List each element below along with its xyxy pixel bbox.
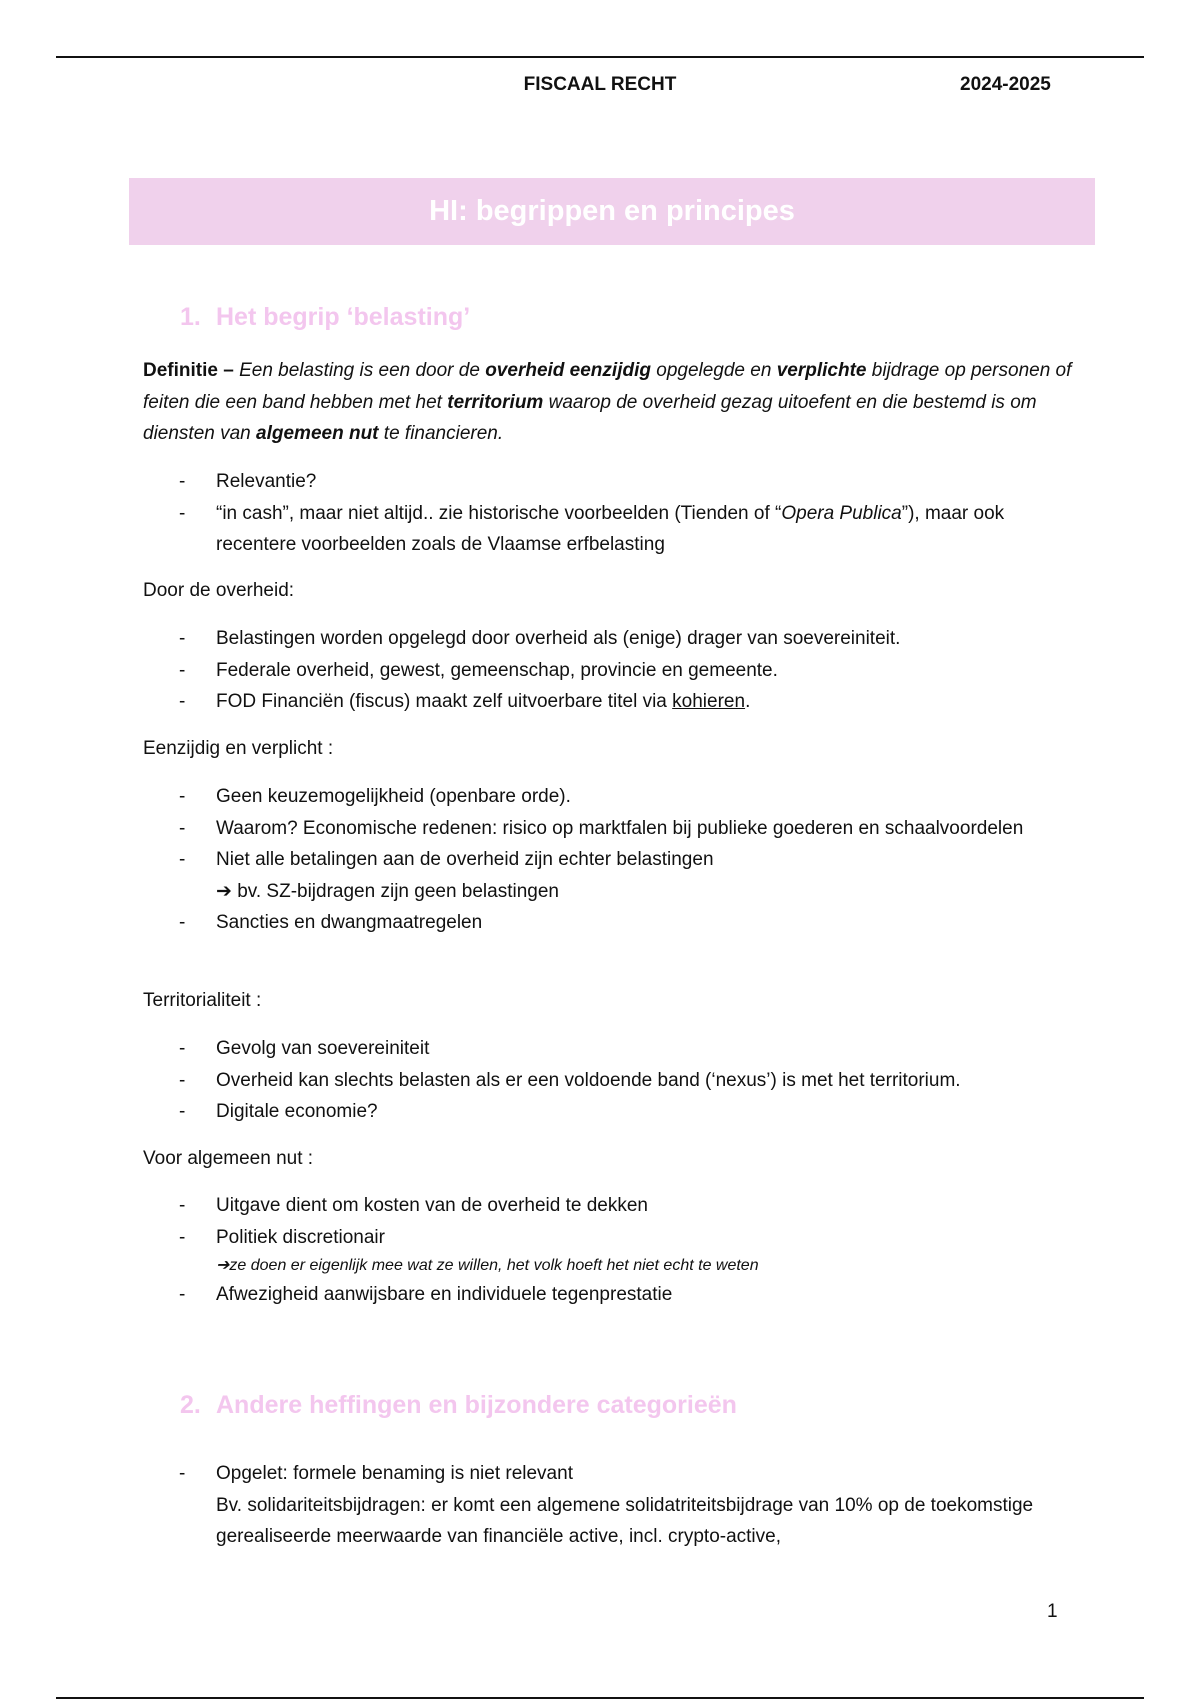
section-1-heading xyxy=(180,303,470,332)
definition-bold: territorium xyxy=(447,391,544,413)
page-number: 1 xyxy=(1047,1601,1058,1622)
eenzijdig-list xyxy=(143,781,1083,939)
definition-text: bijdrage op personen of feiten die een band hebben met het xyxy=(143,360,1072,413)
nut-label: Voor algemeen nut : xyxy=(143,1148,314,1169)
definition-bold: verplichte xyxy=(776,360,867,381)
list-item xyxy=(143,1222,1083,1280)
definition-text: opgelegde en xyxy=(650,360,777,381)
list-item: - Belastingen worden opgelegd door overheid als (enige) drager van soevereiniteit. xyxy=(143,623,1083,655)
list-item: - Waarom? Economische redenen: risico op marktfalen bij publieke goederen en schaalvoordelen xyxy=(143,813,1083,845)
section-2-list xyxy=(143,1458,1083,1553)
definition-text: waarop de overheid gezag uitoefent en die bestemd is om diensten van xyxy=(143,391,1037,444)
territorialiteit-label: Territorialiteit : xyxy=(143,990,262,1011)
header-year: 2024-2025 xyxy=(960,74,1051,95)
section-2-heading xyxy=(180,1391,737,1420)
list-item: - Federale overheid, gewest, gemeenschap, provincie en gemeente. xyxy=(143,655,1083,687)
list-item-text: . xyxy=(745,691,751,712)
list-item-italic: Opera Publica xyxy=(781,502,902,524)
nut-list xyxy=(143,1190,1083,1311)
list-item-text: FOD Financiën (fiscus) maakt zelf uitvoerbare titel via xyxy=(216,691,673,712)
list-item-text: Politiek discretionair xyxy=(216,1226,385,1248)
list-item-text: ”), maar ook recentere voorbeelden zoals de Vlaamse erfbelasting xyxy=(216,502,1005,555)
list-item: - Gevolg van soevereiniteit xyxy=(143,1033,1083,1065)
overheid-label: Door de overheid: xyxy=(143,580,295,601)
section-2-title: Andere heffingen en bijzondere categorieën xyxy=(216,1391,737,1419)
top-rule xyxy=(56,56,1144,58)
eenzijdig-label: Eenzijdig en verplicht : xyxy=(143,738,334,759)
list-item: - Geen keuzemogelijkheid (openbare orde). xyxy=(143,781,1083,813)
list-item: - Digitale economie? xyxy=(143,1096,1083,1128)
list-item-sub: Bv. solidariteitsbijdragen: er komt een algemene solidatriteitsbijdrage van 10% op de toekomstige gerealiseerde meerwaarde van financiële active, incl. crypto-active, xyxy=(216,1494,1034,1547)
definition-text: te financieren. xyxy=(378,423,504,444)
list-item xyxy=(143,686,1083,718)
header-title: FISCAAL RECHT xyxy=(523,74,677,95)
chapter-title: HI: begrippen en principes xyxy=(429,195,795,227)
list-item: - Overheid kan slechts belasten als er een voldoende band (‘nexus’) is met het territorium. xyxy=(143,1065,1083,1097)
definition-text: Een belasting is een door de xyxy=(239,360,486,381)
overheid-list xyxy=(143,623,1083,718)
list-item xyxy=(143,844,1083,907)
definition-dash: – xyxy=(217,360,240,381)
list-item-text: “in cash”, maar niet altijd.. zie historische voorbeelden (Tienden of “ xyxy=(216,502,782,524)
definition-paragraph xyxy=(143,355,1073,450)
chapter-banner xyxy=(129,178,1095,245)
list-item-text: Opgelet: formele benaming is niet relevant xyxy=(216,1463,573,1484)
list-item-sub: ➔ bv. SZ-bijdragen zijn geen belastingen xyxy=(216,880,559,902)
list-item: - Afwezigheid aanwijsbare en individuele tegenprestatie xyxy=(143,1279,1083,1311)
definition-label: Definitie xyxy=(143,360,218,381)
intro-list xyxy=(143,466,1083,561)
section-1-title: Het begrip ‘belasting’ xyxy=(216,303,471,331)
territorialiteit-list xyxy=(143,1033,1083,1128)
section-2-number: 2. xyxy=(180,1391,201,1419)
definition-bold: overheid eenzijdig xyxy=(485,360,651,381)
list-item-underlined: kohieren xyxy=(672,691,746,712)
list-item-sub: ➔ze doen er eigenlijk mee wat ze willen, het volk hoeft het niet echt te weten xyxy=(216,1257,759,1274)
list-item: - Uitgave dient om kosten van de overheid te dekken xyxy=(143,1190,1083,1222)
list-item: - Sancties en dwangmaatregelen xyxy=(143,907,1083,939)
section-1-number: 1. xyxy=(180,303,201,331)
list-item xyxy=(143,1458,1083,1553)
definition-bold: algemeen nut xyxy=(256,423,379,444)
list-item xyxy=(143,498,1083,561)
list-item-text: Niet alle betalingen aan de overheid zijn echter belastingen xyxy=(216,849,714,870)
list-item: - Relevantie? xyxy=(143,466,1083,498)
bottom-rule xyxy=(56,1697,1144,1699)
